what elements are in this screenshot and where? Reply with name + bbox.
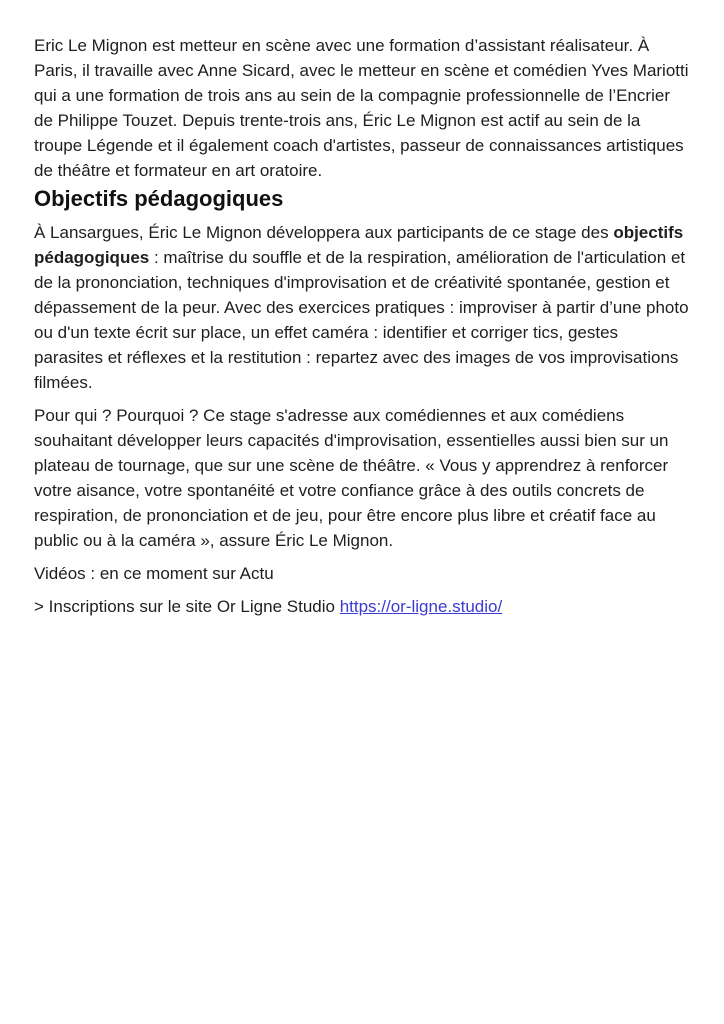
article-body [34, 33, 691, 619]
intro-text: Eric Le Mignon est metteur en scène avec une formation d’assistant réalisateur. À Paris, il travaille avec Anne Sicard, avec le metteur en scène et comédien Yves Mariotti qui a une formation de trois ans au sein de la compagnie professionnelle de l’Encrier de Philippe Touzet. Depuis trente-trois ans, Éric Le Mignon est actif au sein de la troupe Légende et il également coach d'artistes, passeur de connaissances artistiques de théâtre et formateur en art oratoire. [34, 36, 689, 180]
paragraph-objectives [34, 220, 691, 395]
or-ligne-studio-link[interactable]: https://or-ligne.studio/ [339, 597, 503, 616]
objectives-bold-phrase: objectifs pédagogiques [34, 223, 684, 267]
paragraph-intro [34, 33, 691, 183]
inscriptions-text: > Inscriptions sur le site Or Ligne Studio [34, 597, 340, 616]
paragraph-videos-note [34, 561, 691, 586]
paragraph-inscriptions [34, 594, 691, 619]
audience-text: Pour qui ? Pourquoi ? Ce stage s'adresse aux comédiennes et aux comédiens souhaitant développer leurs capacités d'improvisation, essentielles aussi bien sur un plateau de tournage, que sur une scène de théâtre. « Vous y apprendrez à renforcer votre aisance, votre spontanéité et votre confiance grâce à des outils concrets de respiration, de prononciation et de jeu, pour être encore plus libre et créatif face au public ou à la caméra », assure Éric Le Mignon. [34, 406, 669, 550]
videos-note-text: Vidéos : en ce moment sur Actu [34, 564, 274, 583]
objectives-text-before: À Lansargues, Éric Le Mignon développera aux participants de ce stage des [34, 223, 614, 242]
section-heading-objectifs-pedagogiques: Objectifs pédagogiques [34, 186, 284, 211]
paragraph-audience [34, 403, 691, 553]
objectives-text-after: : maîtrise du souffle et de la respiration, amélioration de l'articulation et de la prononciation, techniques d'improvisation et de créativité spontanée, gestion et dépassement de la peur. Avec des exercices pratiques : improviser à partir d’une photo ou d'un texte écrit sur place, un effet caméra : identifier et corriger tics, gestes parasites et réflexes et la restitution : repartez avec des images de vos improvisations filmées. [34, 248, 689, 392]
